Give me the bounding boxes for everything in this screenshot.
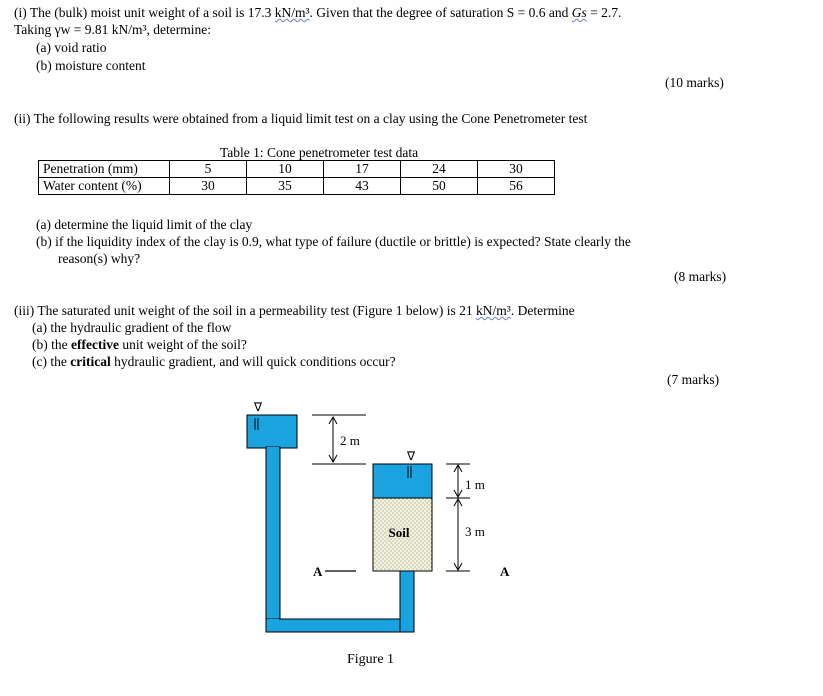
q3-part-a: (a) the hydraulic gradient of the flow [32,320,232,335]
table-row-label: Water content (%) [39,178,170,195]
water-above-soil [373,464,432,498]
q3-b-bold: effective [70,337,119,352]
table-cell: 56 [478,178,555,195]
table-row-label: Penetration (mm) [39,161,170,178]
table-cell: 24 [401,161,478,178]
q1-line1-mid: . Given that the degree of saturation S = 0.6 and [309,5,572,20]
q3-b-end: unit weight of the soil? [118,337,247,352]
soil-label: Soil [388,525,410,540]
water-table-icon: ∇ [253,400,263,414]
q1-line1-end: = 2.7. [586,5,622,20]
q3-b-pre: (b) the [32,337,71,352]
joint-fill [267,447,279,451]
q1-unit: kN/m³ [274,5,310,20]
q2-part-b-line2: reason(s) why? [58,251,141,266]
dimension-label-1m: 1 m [465,477,485,492]
table-caption: Table 1: Cone penetrometer test data [220,145,419,160]
water-table-icon: ∇ [406,449,416,463]
q1-line1-text: (i) The (bulk) moist unit weight of a soil is 17.3 [14,5,275,20]
figure-caption: Figure 1 [347,652,395,667]
q3-intro-text: (iii) The saturated unit weight of the soil in a permeability test (Figure 1 below) is 21 [14,303,477,318]
table-cell: 30 [478,161,555,178]
table-cell: 10 [247,161,324,178]
table-cell: 35 [247,178,324,195]
q2-part-b-line1: (b) if the liquidity index of the clay is 0.9, what type of failure (ductile or brittle) is expected? State clearly the [36,234,631,249]
q3-c-pre: (c) the [32,354,71,369]
table-cell: 43 [324,178,401,195]
q3-intro-end: . Determine [510,303,575,318]
q1-marks: (10 marks) [665,75,724,90]
table-cell: 5 [170,161,247,178]
q1-part-b: (b) moisture content [36,58,146,73]
bottom-pipe [266,619,414,632]
q1-part-a: (a) void ratio [36,40,107,55]
q3-unit: kN/m³ [476,303,511,318]
left-pipe [266,447,280,631]
q3-c-end: hydraulic gradient, and will quick conditions occur? [110,354,396,369]
table-cell: 17 [324,161,401,178]
q1-line2: Taking γw = 9.81 kN/m³, determine: [14,22,212,37]
datum-label-right: A [500,564,510,579]
q3-marks: (7 marks) [667,372,720,387]
q1-gs-symbol: Gs [571,5,587,20]
q3-c-bold: critical [70,354,111,369]
table-cell: 30 [170,178,247,195]
dimension-label-2m: 2 m [340,433,360,448]
q2-marks: (8 marks) [674,269,727,284]
corner-fill-left [267,619,279,631]
q2-intro: (ii) The following results were obtained from a liquid limit test on a clay using the Cone Penetrometer test [14,111,588,126]
corner-fill-right [401,619,413,631]
datum-label-left: A [313,564,323,579]
table-cell: 50 [401,178,478,195]
q2-part-a: (a) determine the liquid limit of the clay [36,217,253,232]
dimension-label-3m: 3 m [465,524,485,539]
